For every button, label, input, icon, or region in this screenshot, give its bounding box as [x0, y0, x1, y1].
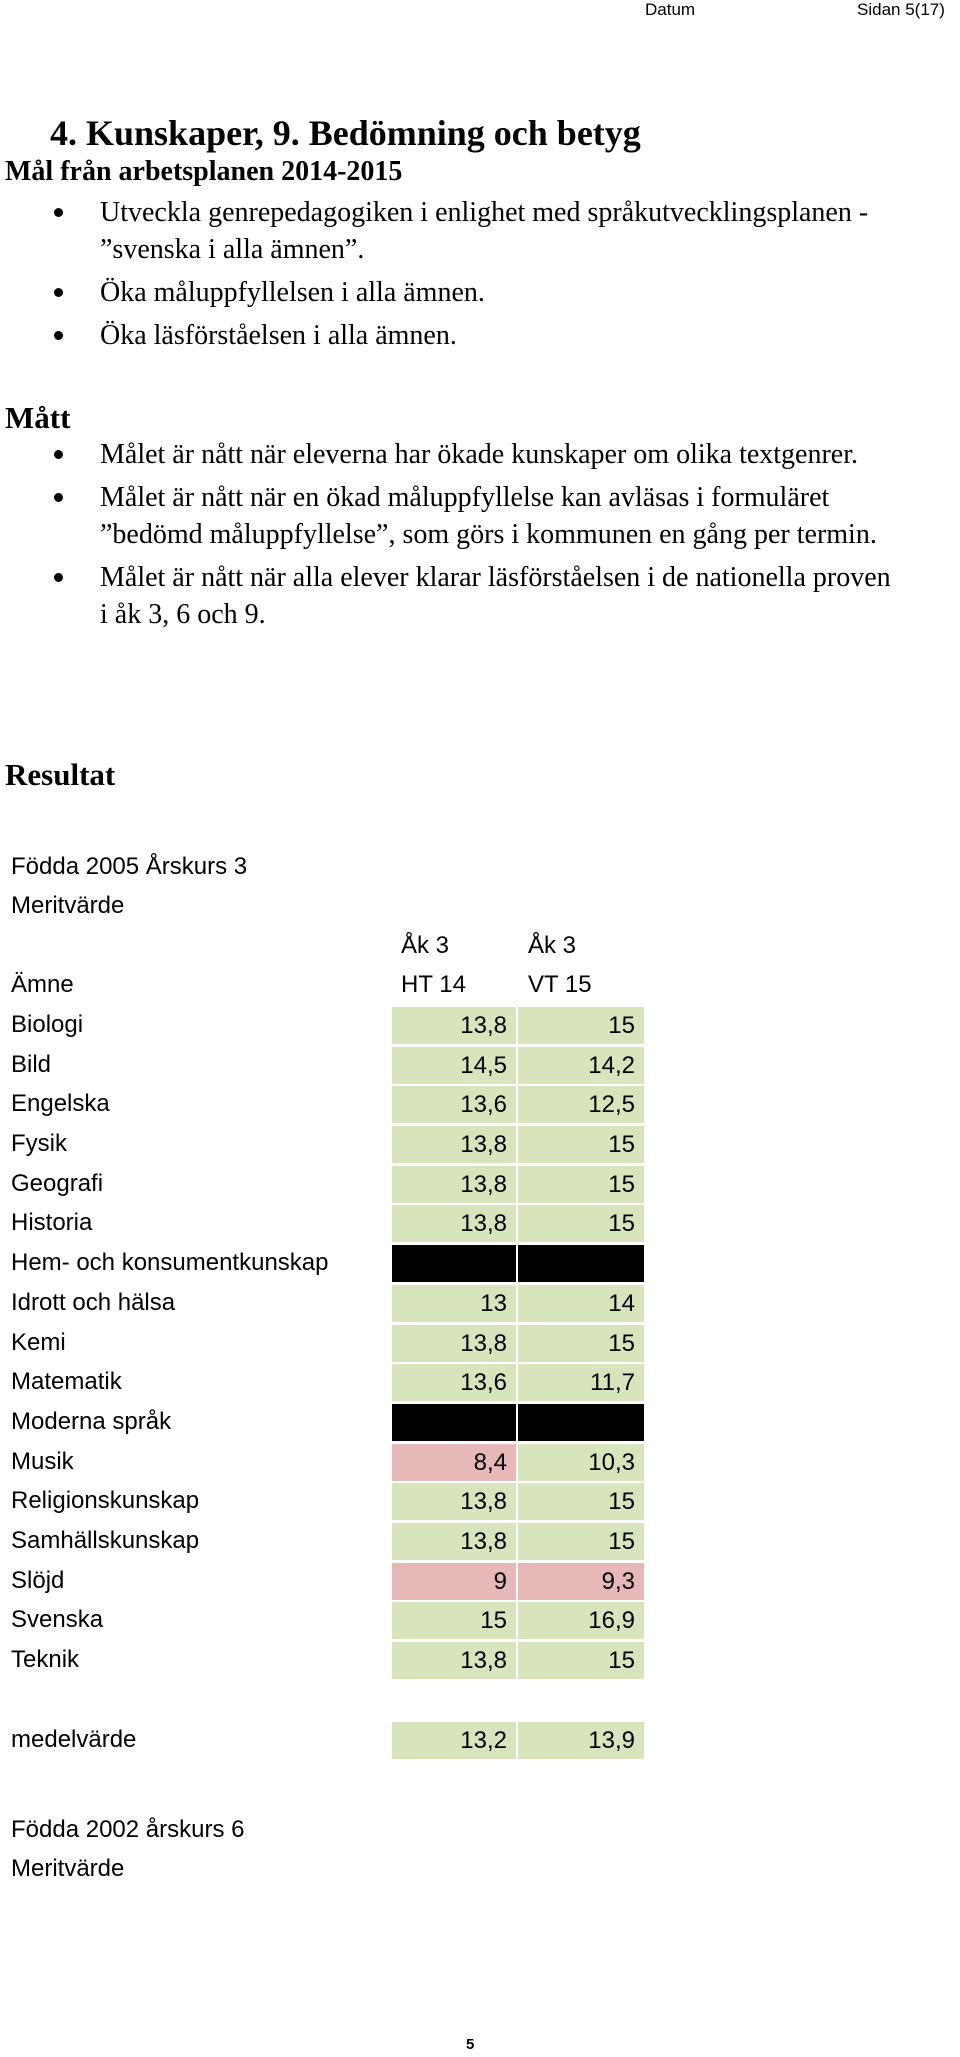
vt15-cell: 14,2: [518, 1047, 644, 1084]
ht14-cell: 13,8: [392, 1483, 516, 1520]
goals-list: [0, 194, 960, 360]
section-title: 4. Kunskaper, 9. Bedömning och betyg: [50, 113, 641, 153]
vt15-cell: 9,3: [518, 1563, 644, 1600]
table-row: [0, 1284, 960, 1324]
goal-item: [0, 317, 900, 354]
table-row: [0, 1046, 960, 1086]
subject-cell: Bild: [11, 1050, 52, 1078]
mean-label: medelvärde: [11, 1726, 137, 1753]
table-row: [0, 1085, 960, 1125]
table-row: [0, 1363, 960, 1403]
ht14-cell: 15: [392, 1602, 516, 1639]
table-row: [0, 1204, 960, 1244]
ht14-cell: 13,8: [392, 1523, 516, 1560]
bullet-icon: [54, 331, 63, 340]
measure-text: Målet är nått när eleverna har ökade kunskaper om olika textgenrer.: [100, 439, 859, 470]
measure-text: Målet är nått när alla elever klarar läsförståelsen i de nationella proven i åk 3, 6 och 9.: [100, 562, 891, 630]
subject-cell: Samhällskunskap: [11, 1526, 200, 1554]
subject-cell: Hem- och konsumentkunskap: [11, 1249, 329, 1277]
vt15-cell: 15: [518, 1205, 644, 1242]
mean-vt15-cell: 13,9: [518, 1722, 644, 1759]
vt15-cell: 15: [518, 1483, 644, 1520]
vt15-cell: 15: [518, 1642, 644, 1679]
vt15-cell: 15: [518, 1007, 644, 1044]
bullet-icon: [54, 288, 63, 297]
measure-item: [0, 479, 900, 553]
bullet-icon: [54, 573, 63, 582]
subject-cell: Musik: [11, 1447, 74, 1475]
results-table: [0, 1006, 960, 1681]
table-row: [0, 1165, 960, 1205]
ht14-cell: 13,8: [392, 1325, 516, 1362]
ht14-cell: 13,8: [392, 1205, 516, 1242]
table-row: [0, 1324, 960, 1364]
subject-column-header: Ämne: [11, 971, 74, 998]
ht14-cell: 13,8: [392, 1166, 516, 1203]
table-row: [0, 1244, 960, 1284]
ht14-cell: 8,4: [392, 1444, 516, 1481]
table-row: [0, 1006, 960, 1046]
subject-cell: Fysik: [11, 1130, 67, 1158]
subject-cell: Idrott och hälsa: [11, 1288, 176, 1316]
vt15-cell: 15: [518, 1325, 644, 1362]
table-row: [0, 1125, 960, 1165]
column-header-ht14: HT 14: [401, 971, 466, 998]
subject-cell: Kemi: [11, 1328, 66, 1356]
bullet-icon: [54, 208, 63, 217]
vt15-cell: [518, 1245, 644, 1282]
table-row: [0, 1443, 960, 1483]
vt15-cell: 10,3: [518, 1444, 644, 1481]
vt15-cell: 15: [518, 1126, 644, 1163]
header-date: Datum: [645, 0, 696, 19]
subject-cell: Matematik: [11, 1368, 122, 1396]
goals-subtitle: Mål från arbetsplanen 2014-2015: [5, 156, 403, 187]
ht14-cell: 13,8: [392, 1007, 516, 1044]
measure-text: Målet är nått när en ökad måluppfyllelse kan avläsas i formuläret ”bedömd måluppfyllelse”, som görs i kommunen en gång per termin.: [100, 482, 877, 550]
measure-item: [0, 436, 900, 473]
table-row: [0, 1403, 960, 1443]
result-heading: Resultat: [5, 757, 116, 792]
subject-cell: Biologi: [11, 1011, 84, 1038]
mean-ht14-cell: 13,2: [392, 1722, 516, 1759]
merit-label: Meritvärde: [11, 892, 125, 919]
ht14-cell: [392, 1404, 516, 1441]
mean-row: [0, 1721, 960, 1761]
ht14-cell: 13,8: [392, 1126, 516, 1163]
subject-cell: Slöjd: [11, 1566, 65, 1594]
footer-page-number: 5: [466, 2036, 475, 2053]
subject-cell: Historia: [11, 1209, 93, 1237]
vt15-cell: 14: [518, 1285, 644, 1322]
ht14-cell: 13,8: [392, 1642, 516, 1679]
table-row: [0, 1482, 960, 1522]
vt15-cell: [518, 1404, 644, 1441]
vt15-cell: 11,7: [518, 1364, 644, 1401]
ht14-cell: 13,6: [392, 1086, 516, 1123]
goal-text: Öka måluppfyllelsen i alla ämnen.: [100, 277, 485, 308]
ht14-cell: 13: [392, 1285, 516, 1322]
column-header-ak3-ht: Åk 3: [401, 932, 450, 959]
table-row: [0, 1601, 960, 1641]
subject-cell: Moderna språk: [11, 1407, 172, 1435]
next-group-label: Födda 2002 årskurs 6: [11, 1816, 245, 1843]
vt15-cell: 15: [518, 1166, 644, 1203]
ht14-cell: 13,6: [392, 1364, 516, 1401]
ht14-cell: 9: [392, 1563, 516, 1600]
subject-cell: Engelska: [11, 1090, 110, 1118]
bullet-icon: [54, 493, 63, 502]
table-row: [0, 1522, 960, 1562]
goal-item: [0, 274, 900, 311]
measure-item: [0, 559, 900, 633]
measure-heading: Mått: [5, 400, 71, 435]
vt15-cell: 12,5: [518, 1086, 644, 1123]
subject-cell: Teknik: [11, 1646, 80, 1673]
group-label: Födda 2005 Årskurs 3: [11, 853, 248, 880]
goal-text: Öka läsförståelsen i alla ämnen.: [100, 320, 457, 351]
header-page-number: Sidan 5(17): [857, 0, 945, 19]
column-header-vt15: VT 15: [528, 971, 592, 998]
ht14-cell: [392, 1245, 516, 1282]
vt15-cell: 15: [518, 1523, 644, 1560]
ht14-cell: 14,5: [392, 1047, 516, 1084]
goal-text: Utveckla genrepedagogiken i enlighet med språkutvecklingsplanen - ”svenska i alla ämnen”.: [100, 197, 869, 265]
column-header-ak3-vt: Åk 3: [528, 932, 577, 959]
measure-list: [0, 436, 960, 639]
page-header: [0, 0, 960, 24]
subject-cell: Religionskunskap: [11, 1487, 200, 1515]
subject-cell: Geografi: [11, 1169, 104, 1197]
table-row: [0, 1641, 960, 1681]
next-merit-label: Meritvärde: [11, 1855, 125, 1882]
subject-cell: Svenska: [11, 1606, 104, 1634]
vt15-cell: 16,9: [518, 1602, 644, 1639]
bullet-icon: [54, 450, 63, 459]
table-row: [0, 1562, 960, 1602]
goal-item: [0, 194, 900, 268]
